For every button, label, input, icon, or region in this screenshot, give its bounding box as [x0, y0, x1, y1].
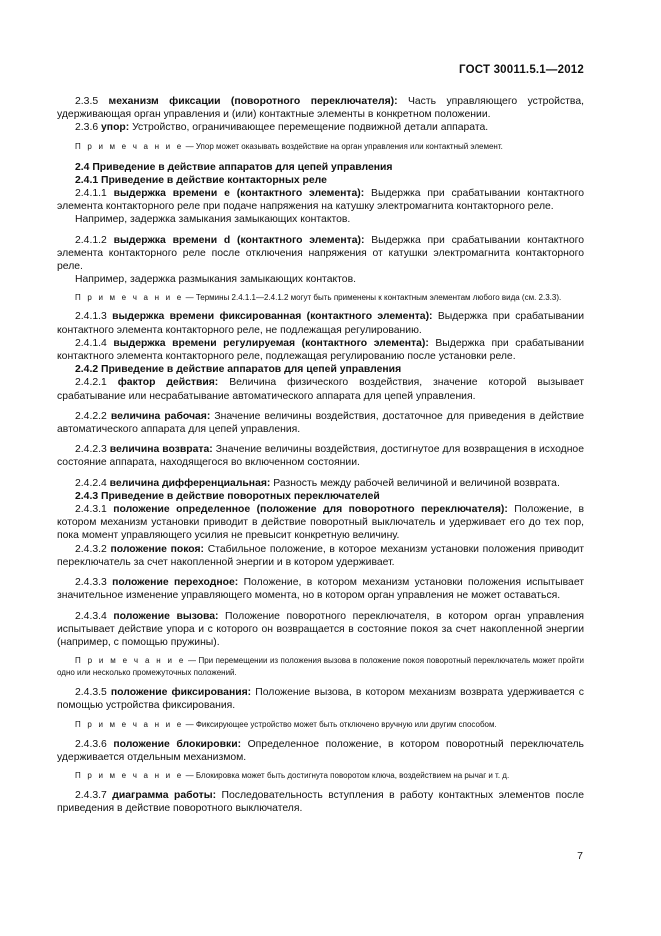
- section-heading: 2.4.1 Приведение в действие контакторных реле: [75, 174, 327, 186]
- term-definition-text: Значение величины воздействия, достаточное для приведения в действие автоматического аппарата для цепей управления.: [57, 410, 585, 436]
- term-definition: [57, 443, 584, 469]
- term-definition: [57, 410, 584, 436]
- term-definition: [57, 337, 584, 363]
- term-name: выдержка времени фиксированная (контактного элемента):: [112, 311, 433, 323]
- term-definition: [57, 789, 584, 815]
- clause-number: 2.4.2.2: [75, 410, 107, 422]
- page-number: 7: [577, 850, 583, 862]
- clause-number: 2.4.1.3: [75, 311, 107, 323]
- term-name: величина рабочая:: [110, 410, 211, 422]
- section-heading: 2.4.2 Приведение в действие аппаратов для цепей управления: [75, 364, 402, 376]
- term-definition: [57, 686, 584, 712]
- note-label: П р и м е ч а н и е: [75, 656, 186, 666]
- clause-number: 2.4.3.2: [75, 543, 107, 555]
- term-definition: [57, 234, 584, 274]
- term-definition-text: Выдержка при срабатывании контактного элемента контакторного реле, подлежащая регулированию после установки реле.: [57, 337, 584, 363]
- term-definition: [57, 738, 584, 764]
- term-definition: [57, 310, 584, 336]
- term-name: положение покоя:: [110, 543, 205, 555]
- clause-number: 2.4.1.2: [75, 234, 107, 246]
- term-definition-text: Выдержка при срабатывании контактного элемента контакторного реле после отключения напряжения от катушки электромагнита контакторного реле.: [57, 234, 585, 273]
- note-paragraph: [57, 770, 584, 782]
- note-text: — Упор может оказывать воздействие на орган управления или контактный элемент.: [185, 141, 503, 151]
- term-definition-text: Разность между рабочей величиной и величиной возврата.: [273, 477, 560, 489]
- term-name: упор:: [101, 122, 130, 134]
- term-definition-text: Стабильное положение, в которое механизм установки положения приводит переключатель за счет накопленной энергии и в котором удерживает.: [57, 543, 585, 568]
- clause-number: 2.4.3.6: [75, 738, 107, 750]
- term-definition: [57, 121, 584, 134]
- term-definition-text: Положение, в котором механизм установки приводит в действие поворотный выключатель и удерживает его до тех пор, пока момент управляющего усилия не превысит конкретную величину.: [57, 504, 585, 542]
- note-text: — Блокировка может быть достигнута поворотом ключа, воздействием на рычаг и т. д.: [185, 770, 510, 780]
- clause-number: 2.4.3.1: [75, 504, 107, 516]
- term-definition-text: Выдержка при срабатывании контактного элемента контакторного реле при подаче напряжения на катушку электромагнита контакторного реле.: [57, 188, 585, 213]
- term-definition: [57, 376, 584, 402]
- section-heading: 2.4 Приведение в действие аппаратов для цепей управления: [75, 161, 393, 173]
- term-definition-text: Величина физического воздействия, значение которой вызывает срабатывание или несрабатывание автоматического аппарата для цепей управления.: [57, 377, 584, 402]
- clause-number: 2.4.3.3: [75, 577, 107, 589]
- clause-number: 2.4.2.3: [75, 444, 107, 456]
- term-definition-text: Последовательность вступления в работу контактных элементов после приведения в действие поворотного выключателя.: [57, 789, 585, 815]
- term-name: величина возврата:: [109, 444, 213, 456]
- term-definition-text: Положение, в котором механизм установки положения испытывает значительное изменение управляющего момента, но в котором орган управления не может оставаться.: [57, 577, 585, 602]
- term-name: выдержка времени е (контактного элемента):: [113, 188, 365, 200]
- standard-header: ГОСТ 30011.5.1—2012: [459, 64, 584, 76]
- term-name: диаграмма работы:: [112, 789, 217, 801]
- term-name: положение фиксирования:: [110, 687, 252, 699]
- note-paragraph: [57, 141, 584, 153]
- term-name: величина дифференциальная:: [109, 477, 271, 489]
- clause-number: 2.4.2.1: [75, 377, 107, 389]
- note-label: П р и м е ч а н и е: [75, 293, 184, 303]
- term-definition: [57, 576, 584, 602]
- note-paragraph: [57, 292, 584, 304]
- term-definition: [57, 503, 584, 543]
- clause-number: 2.4.3.5: [75, 687, 107, 699]
- note-paragraph: [57, 719, 584, 731]
- note-label: П р и м е ч а н и е: [75, 719, 184, 729]
- note-label: П р и м е ч а н и е: [75, 770, 184, 780]
- term-name: положение блокировки:: [113, 738, 242, 750]
- term-name: положение переходное:: [112, 577, 239, 589]
- term-name: положение вызова:: [113, 610, 219, 622]
- note-label: П р и м е ч а н и е: [75, 141, 184, 151]
- term-definition-text: Положение вызова, в котором механизм возврата удерживается с помощью устройства фиксирования.: [57, 687, 584, 712]
- term-definition-text: Определенное положение, в котором поворотный переключатель удерживается отдельным механизмом.: [57, 738, 584, 763]
- clause-number: 2.3.5: [75, 96, 99, 107]
- term-definition-text: Часть управляющего устройства, удерживающая орган управления и (или) контактные элементы в конкретном положении.: [57, 96, 584, 121]
- term-definition-text: Положение поворотного переключателя, в котором орган управления испытывает действие упора и с которого он возвращается в состояние покоя за счет накопленной энергии (например, с помощью пружины).: [57, 610, 585, 648]
- note-text: — Фиксирующее устройство может быть отключено вручную или другим способом.: [185, 719, 497, 729]
- clause-number: 2.4.3.7: [75, 789, 107, 801]
- example-paragraph: Например, задержка размыкания замыкающих контактов.: [75, 274, 356, 286]
- clause-number: 2.3.6: [75, 122, 99, 134]
- note-text: — Термины 2.4.1.1—2.4.1.2 могут быть применены к контактным элементам любого вида (см. 2.3.3).: [185, 293, 562, 303]
- term-definition: [57, 610, 584, 650]
- term-definition: [57, 95, 584, 121]
- term-name: выдержка времени регулируемая (контактного элемента):: [113, 337, 429, 349]
- example-paragraph: Например, задержка замыкания замыкающих контактов.: [75, 214, 351, 226]
- term-name: выдержка времени d (контактного элемента):: [113, 234, 365, 246]
- clause-number: 2.4.1.4: [75, 337, 107, 349]
- term-name: механизм фиксации (поворотного переключателя):: [108, 96, 398, 107]
- term-definition-text: Выдержка при срабатывании контактного элемента контакторного реле, не подлежащая регулированию.: [57, 311, 584, 336]
- term-name: фактор действия:: [117, 377, 219, 389]
- clause-number: 2.4.2.4: [75, 477, 107, 489]
- term-definition-text: Устройство, ограничивающее перемещение подвижной детали аппарата.: [132, 122, 489, 134]
- clause-number: 2.4.1.1: [75, 188, 107, 200]
- term-definition: [57, 187, 584, 213]
- clause-number: 2.4.3.4: [75, 610, 107, 622]
- term-name: положение определенное (положение для поворотного переключателя):: [113, 504, 508, 516]
- term-definition: [57, 543, 584, 569]
- term-definition-text: Значение величины воздействия, достигнутое для возвращения в исходное состояние аппарата, находящегося во включенном состоянии.: [57, 444, 584, 469]
- note-paragraph: [57, 655, 584, 679]
- section-heading: 2.4.3 Приведение в действие поворотных переключателей: [75, 490, 380, 502]
- document-body: [57, 95, 584, 815]
- term-definition: [57, 477, 584, 490]
- note-text: — При перемещении из положения вызова в положение покоя поворотный переключатель может пройти одно или несколько промежуточных положений.: [57, 656, 584, 678]
